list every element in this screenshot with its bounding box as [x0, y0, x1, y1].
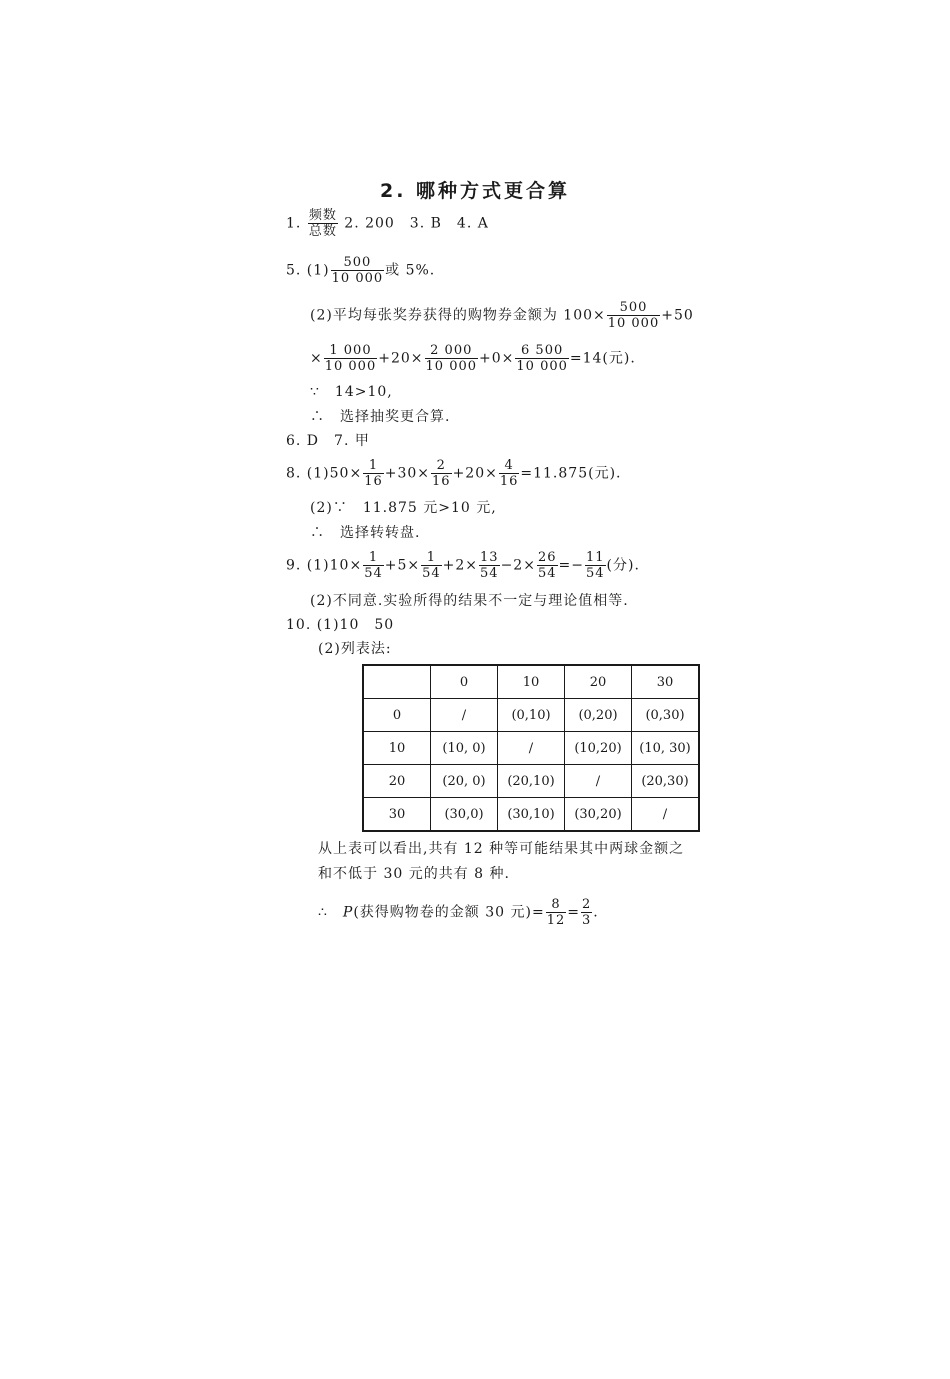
operator: =−: [558, 557, 584, 574]
fraction: [324, 343, 378, 374]
denominator: 10 000: [324, 359, 377, 374]
fraction: [499, 458, 520, 489]
table-row: [363, 665, 699, 699]
table-cell: (10, 0): [431, 732, 498, 765]
fraction: [331, 255, 385, 286]
numerator: 26: [537, 550, 557, 565]
q8-label: 8. (1)50×: [286, 465, 363, 482]
numerator: 8: [546, 897, 567, 913]
q5-p1-rest: 或 5%.: [385, 262, 436, 279]
denominator: 16: [364, 474, 383, 489]
table-cell: (30,10): [498, 798, 565, 832]
table-row: [363, 732, 699, 765]
fraction: [607, 300, 661, 331]
denominator: 10 000: [425, 359, 478, 374]
operator: +20×: [452, 465, 498, 482]
section-title: 2. 哪种方式更合算: [379, 180, 571, 202]
fraction: [431, 458, 452, 489]
table-cell: (0,10): [498, 699, 565, 732]
table-cell: 0: [363, 699, 431, 732]
q5-p2-text: (2)平均每张奖券获得的购物券金额为 100×: [310, 307, 606, 324]
fraction: [425, 343, 479, 374]
table-cell: 0: [431, 665, 498, 699]
numerator: 2: [582, 897, 592, 912]
answer-5-part-2-cont: [310, 343, 636, 374]
operator: ×: [310, 350, 323, 367]
denominator: 16: [499, 474, 519, 489]
table-cell: 20: [363, 765, 431, 798]
fraction: [581, 897, 592, 928]
table-cell: (10,20): [565, 732, 632, 765]
numerator: 1: [421, 550, 442, 566]
answer-5-part-2: [310, 300, 694, 331]
table-cell: [363, 665, 431, 699]
numerator: 4: [499, 458, 520, 474]
table-cell: /: [632, 798, 700, 832]
fraction: [546, 897, 567, 928]
denominator: 10 000: [516, 359, 568, 374]
numerator: 500: [607, 300, 661, 316]
numerator: 13: [480, 550, 499, 565]
table-cell: /: [498, 732, 565, 765]
answer-10-part-2: (2)列表法:: [318, 641, 392, 657]
answer-5-part-1: [286, 255, 435, 286]
denominator: 54: [480, 566, 499, 581]
answer-6-7: 6. D 7. 甲: [286, 433, 370, 449]
answer-5-because: ∵ 14>10,: [310, 384, 393, 400]
operator: −2×: [500, 557, 536, 574]
numerator: 1 000: [324, 343, 378, 359]
denominator: 10 000: [607, 316, 660, 331]
answer-1-4: [286, 208, 489, 239]
fraction: [515, 343, 569, 374]
table-cell: 30: [632, 665, 700, 699]
q5-label: 5. (1): [286, 262, 330, 279]
denominator: 3: [582, 913, 592, 928]
operator: +5×: [384, 557, 421, 574]
numerator: 1: [363, 550, 384, 566]
table-cell: (0,30): [632, 699, 700, 732]
table-row: [363, 765, 699, 798]
numerator: 6 500: [515, 343, 569, 359]
operator: +2×: [442, 557, 479, 574]
operator: +20×: [378, 350, 424, 367]
fraction: [363, 458, 384, 489]
answer-8-part-1: [286, 458, 621, 489]
table-cell: 10: [363, 732, 431, 765]
table-cell: 10: [498, 665, 565, 699]
fraction: [363, 550, 384, 581]
fraction: [308, 208, 338, 239]
q8-p1-tail: =11.875(元).: [520, 465, 622, 482]
answer-9-part-1: [286, 550, 640, 581]
fraction: [537, 550, 558, 581]
answer-5-therefore: ∴ 选择抽奖更合算.: [310, 409, 451, 425]
operator: +30×: [384, 465, 431, 482]
numerator: 1: [363, 458, 384, 474]
therefore-symbol: ∴: [318, 904, 343, 921]
table-cell: (30,20): [565, 798, 632, 832]
answer-10-conclusion-1: 从上表可以看出,共有 12 种等可能结果其中两球金额之: [318, 841, 685, 857]
numerator: 2: [431, 458, 452, 474]
table-cell: 30: [363, 798, 431, 832]
probability-symbol: P: [342, 904, 354, 921]
answer-10-part-1: 10. (1)10 50: [286, 617, 395, 633]
numerator: 11: [585, 550, 605, 565]
answer-10-conclusion-2: 和不低于 30 元的共有 8 种.: [318, 866, 510, 882]
answer-10-probability: [318, 897, 599, 928]
answer-9-part-2: (2)不同意.实验所得的结果不一定与理论值相等.: [310, 593, 629, 609]
answer-8-therefore: ∴ 选择转转盘.: [310, 525, 421, 541]
q5-p2-tail: +50: [661, 307, 694, 324]
table-cell: /: [565, 765, 632, 798]
denominator: 54: [585, 566, 605, 581]
numerator: 频数: [308, 208, 337, 223]
denominator: 54: [422, 566, 441, 581]
denominator: 10 000: [331, 271, 384, 286]
table-cell: (0,20): [565, 699, 632, 732]
operator: +0×: [479, 350, 515, 367]
denominator: 12: [546, 913, 566, 928]
table-cell: (20,30): [632, 765, 700, 798]
table-cell: (10, 30): [632, 732, 700, 765]
table-cell: (20, 0): [431, 765, 498, 798]
answer-8-part-2: (2)∵ 11.875 元>10 元,: [310, 500, 497, 516]
table-cell: 20: [565, 665, 632, 699]
table-row: [363, 798, 699, 832]
denominator: 54: [537, 566, 557, 581]
operator: =: [567, 904, 580, 921]
table-row: [363, 699, 699, 732]
q9-tail: (分).: [606, 557, 640, 574]
fraction: [585, 550, 606, 581]
table-cell: (30,0): [431, 798, 498, 832]
q9-label: 9. (1)10×: [286, 557, 363, 574]
probability-text: (获得购物卷的金额 30 元)=: [353, 904, 545, 921]
denominator: 16: [432, 474, 451, 489]
period: .: [593, 904, 599, 921]
q5-p3-tail: =14(元).: [569, 350, 636, 367]
fraction: [421, 550, 442, 581]
numerator: 2 000: [425, 343, 479, 359]
denominator: 总数: [308, 224, 337, 239]
q1-label: 1.: [286, 215, 302, 232]
numerator: 500: [331, 255, 385, 271]
fraction: [479, 550, 500, 581]
q1-rest: 2. 200 3. B 4. A: [344, 215, 489, 232]
table-cell: /: [431, 699, 498, 732]
table-cell: (20,10): [498, 765, 565, 798]
outcome-table: [362, 664, 700, 832]
denominator: 54: [364, 566, 383, 581]
